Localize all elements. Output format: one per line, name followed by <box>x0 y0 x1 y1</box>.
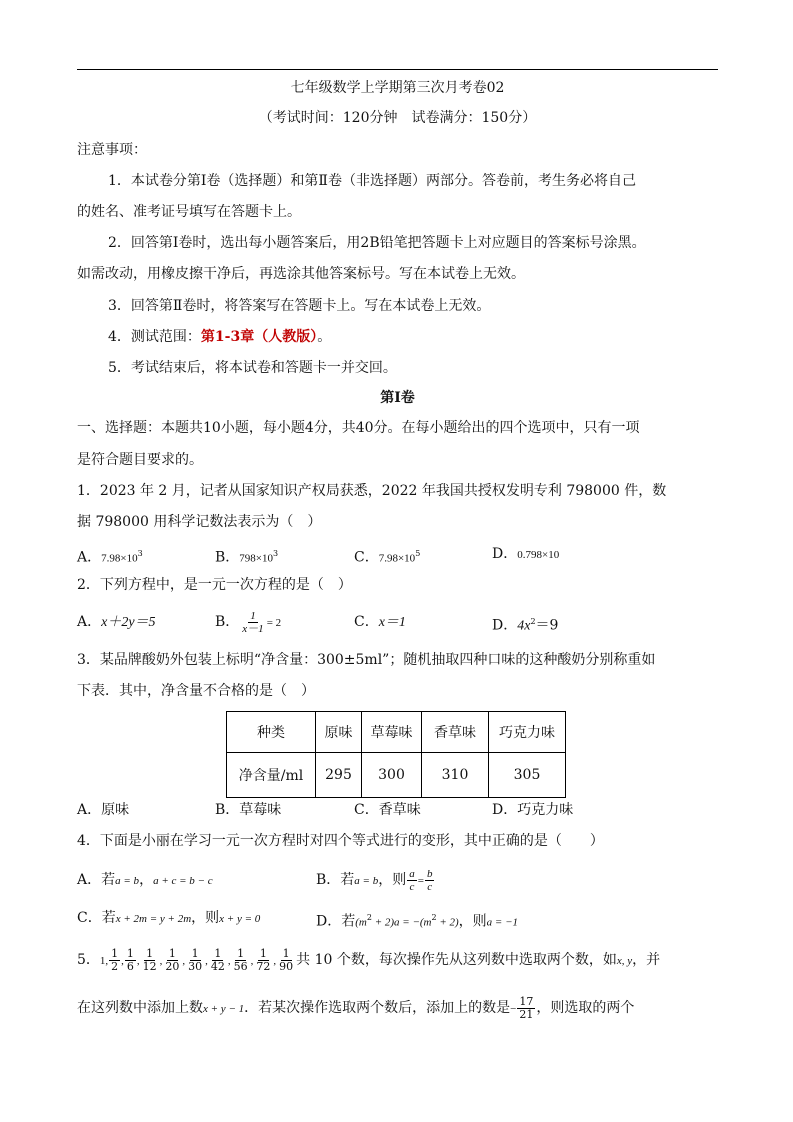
table-header-cell: 香草味 <box>422 712 489 753</box>
header-rule <box>77 69 718 70</box>
table-cell: 300 <box>362 753 422 798</box>
q3-stem-a: 3．某品牌酸奶外包装上标明“净含量：300±5ml”；随机抽取四种口味的这种酸奶分别称重如 <box>77 652 656 668</box>
note-1b: 的姓名、准考证号填写在答题卡上。 <box>77 204 301 220</box>
q5-fraction <box>109 948 120 973</box>
q5-fraction <box>232 948 250 973</box>
q5-line-1: 5．1, $\frac{1}{2}$ , $\frac{1}{6}$ , $\frac{1}{12}$ , $\frac{1}{20}$ , $\frac{1}{30}$ , $\frac{1}{42}$ , $\frac{1}{56}$ , $\frac{1}{72}$ , $\frac{1}{90}$ 共 10 个数，每次操作先从这列数中选取两个数，如x, y，并 <box>77 946 661 973</box>
fraction-denominator: 2 <box>111 959 119 973</box>
q3-option-a: A．原味 <box>77 802 130 818</box>
note-4-prefix: 4．测试范围： <box>108 329 201 345</box>
fraction-numerator: 1 <box>111 946 119 960</box>
fraction-numerator: 1 <box>282 946 290 960</box>
section-title: 第Ⅰ卷 <box>380 390 415 406</box>
note-2b: 如需改动，用橡皮擦干净后，再选涂其他答案标号。写在本试卷上无效。 <box>77 266 525 282</box>
note-5: 5．考试结束后，将本试卷和答题卡一并交回。 <box>108 360 397 376</box>
q5-fraction <box>141 948 159 973</box>
fraction-numerator: 1 <box>168 946 176 960</box>
section-intro-b: 是符合题目要求的。 <box>77 452 203 468</box>
fraction-numerator: 1 <box>126 946 134 960</box>
q4-option-a: A．若a = b，a + c = b − c <box>77 872 213 888</box>
note-1a: 1．本试卷分第Ⅰ卷（选择题）和第Ⅱ卷（非选择题）两部分。答卷前，考生务必将自己 <box>108 173 636 189</box>
q3-option-c: C．香草味 <box>354 802 421 818</box>
note-4-suffix: 。 <box>317 329 332 345</box>
note-4 <box>108 327 718 347</box>
q2-option-a: A．x＋2y＝5 <box>77 614 156 630</box>
table-cell: 295 <box>316 753 362 798</box>
fraction-numerator: 1 <box>259 946 267 960</box>
fraction-numerator: 1 <box>191 946 199 960</box>
q5-fraction <box>277 948 295 973</box>
q4-option-c: C．若x + 2m = y + 2m，则x + y = 0 <box>77 910 261 926</box>
q1-option-b: B．$798\times 10^3$ <box>215 549 279 566</box>
fraction-denominator: 20 <box>165 959 180 973</box>
table-cell: 310 <box>422 753 489 798</box>
fraction-numerator: 1 <box>146 946 154 960</box>
q5-fraction <box>186 948 204 973</box>
q4-stem: 4．下面是小丽在学习一元一次方程时对四个等式进行的变形，其中正确的是（ ） <box>77 833 604 849</box>
q5-fraction <box>209 948 227 973</box>
fraction-denominator: 72 <box>256 959 271 973</box>
q4-option-b: B．若a = b，则 $\frac{a}{c}$ = $\frac{b}{c}$ <box>316 867 433 893</box>
q5-fraction <box>163 948 181 973</box>
q1-stem-a: 1．2023 年 2 月，记者从国家知识产权局获悉，2022 年我国共授权发明专利 798000 件，数 <box>77 483 667 499</box>
q5-sequence: $\frac{1}{2}$ , $\frac{1}{6}$ , $\frac{1}{12}$ , $\frac{1}{20}$ , $\frac{1}{30}$ , $\frac{1}{42}$ , $\frac{1}{56}$ , $\frac{1}{72}$ , $\frac{1}{90}$ <box>111 946 294 973</box>
fraction-denominator: 12 <box>142 959 157 973</box>
fraction-numerator: 1 <box>237 946 245 960</box>
q2-option-b: B． $\frac{1}{x-1}$ = 2 <box>215 609 282 635</box>
table-header-cell: 草莓味 <box>362 712 422 753</box>
q5-fraction <box>125 948 136 973</box>
q4-option-d: D．若$(m^2 + 2)a = -(m^2 + 2)$，则a = −1 <box>316 913 519 930</box>
page-title: 七年级数学上学期第三次月考卷02 <box>290 80 505 96</box>
q3-option-d: D．巧克力味 <box>492 802 574 818</box>
q2-option-c: C．x＝1 <box>354 614 406 630</box>
table-row <box>227 753 566 798</box>
fraction-denominator: 30 <box>188 959 203 973</box>
table-cell: 305 <box>489 753 566 798</box>
table-row-label: 净含量/ml <box>227 753 316 798</box>
q1-option-d: D．0.798×10 <box>492 546 560 562</box>
table-header-cell: 种类 <box>227 712 316 753</box>
test-range: 第1-3章（人教版） <box>200 329 318 345</box>
fraction-numerator: 1 <box>214 946 222 960</box>
note-2a: 2．回答第Ⅰ卷时，选出每小题答案后，用2B铅笔把答题卡上对应题目的答案标号涂黑。 <box>108 235 646 251</box>
table-header-cell: 原味 <box>316 712 362 753</box>
fraction-denominator: 6 <box>126 959 134 973</box>
table-header-cell: 巧克力味 <box>489 712 566 753</box>
q5-line-2: 在这列数中添加上数x + y − 1．若某次操作选取两个数后，添加上的数是− $\frac{17}{21}$ ，则选取的两个 <box>77 994 635 1021</box>
net-content-table <box>226 711 566 798</box>
q1-option-a: A．$7.98\times 10^3$ <box>77 549 143 566</box>
fraction-denominator: 42 <box>210 959 225 973</box>
q4-b-fraction-right: $\frac{b}{c}$ <box>426 867 433 893</box>
q4-b-fraction-left: $\frac{a}{c}$ <box>409 867 415 893</box>
q2-b-fraction: $\frac{1}{x-1}$ <box>242 609 264 635</box>
q5-result-fraction: $\frac{17}{21}$ <box>519 994 534 1021</box>
table-header-row <box>227 712 566 753</box>
q3-option-b: B．草莓味 <box>215 802 282 818</box>
q3-stem-b: 下表．其中，净含量不合格的是（ ） <box>77 683 315 699</box>
q1-stem-b: 据 798000 用科学记数法表示为（ ） <box>77 514 322 530</box>
q2-option-d: D．$4x^2=9$ <box>492 617 559 634</box>
notes-heading: 注意事项： <box>77 142 147 158</box>
q5-fraction <box>254 948 272 973</box>
note-3: 3．回答第Ⅱ卷时，将答案写在答题卡上。写在本试卷上无效。 <box>108 298 491 314</box>
exam-info: （考试时间：120分钟 试卷满分：150分） <box>258 110 537 126</box>
q2-stem: 2．下列方程中，是一元一次方程的是（ ） <box>77 577 352 593</box>
fraction-denominator: 56 <box>233 959 248 973</box>
section-intro-a: 一、选择题：本题共10小题，每小题4分，共40分。在每小题给出的四个选项中，只有一项 <box>77 420 640 436</box>
q1-option-c: C．$7.98\times 10^5$ <box>354 549 421 566</box>
fraction-denominator: 90 <box>279 959 294 973</box>
